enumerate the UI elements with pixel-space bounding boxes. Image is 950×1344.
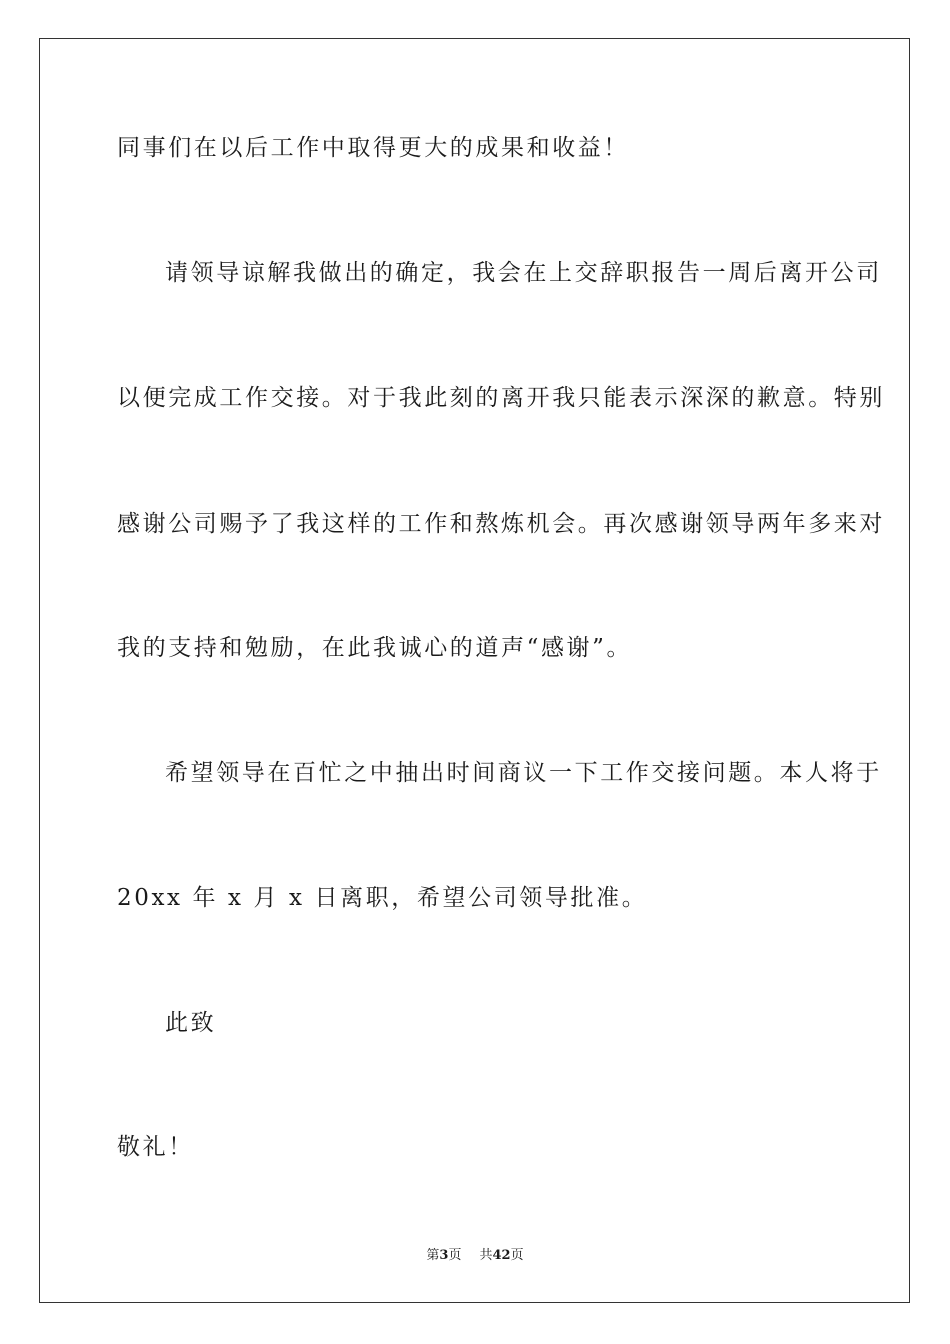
text-line-1: 同事们在以后工作中取得更大的成果和收益！	[117, 135, 629, 161]
closing-respect: 敬礼！	[117, 1134, 194, 1160]
page-frame	[39, 38, 910, 1303]
paragraph-1-line-3: 感谢公司赐予了我这样的工作和熬炼机会。再次感谢领导两年多来对	[117, 511, 885, 537]
page-prefix: 第	[426, 1248, 440, 1263]
total-prefix: 共	[479, 1248, 493, 1263]
total-suffix: 页	[510, 1248, 524, 1263]
page-suffix: 页	[448, 1248, 462, 1263]
paragraph-1-line-1: 请领导谅解我做出的确定，我会在上交辞职报告一周后离开公司	[165, 260, 882, 286]
page-number: 3	[439, 1248, 449, 1263]
paragraph-1-line-4: 我的支持和勉励，在此我诚心的道声“感谢”。	[117, 635, 633, 661]
paragraph-2-line-1: 希望领导在百忙之中抽出时间商议一下工作交接问题。本人将于	[165, 760, 882, 786]
total-pages: 42	[492, 1248, 511, 1263]
page-footer	[0, 1247, 950, 1265]
paragraph-2-line-2: 20xx 年 x 月 x 日离职，希望公司领导批准。	[117, 885, 648, 911]
paragraph-1-line-2: 以便完成工作交接。对于我此刻的离开我只能表示深深的歉意。特别	[117, 385, 885, 411]
closing-salutation: 此致	[165, 1010, 217, 1036]
